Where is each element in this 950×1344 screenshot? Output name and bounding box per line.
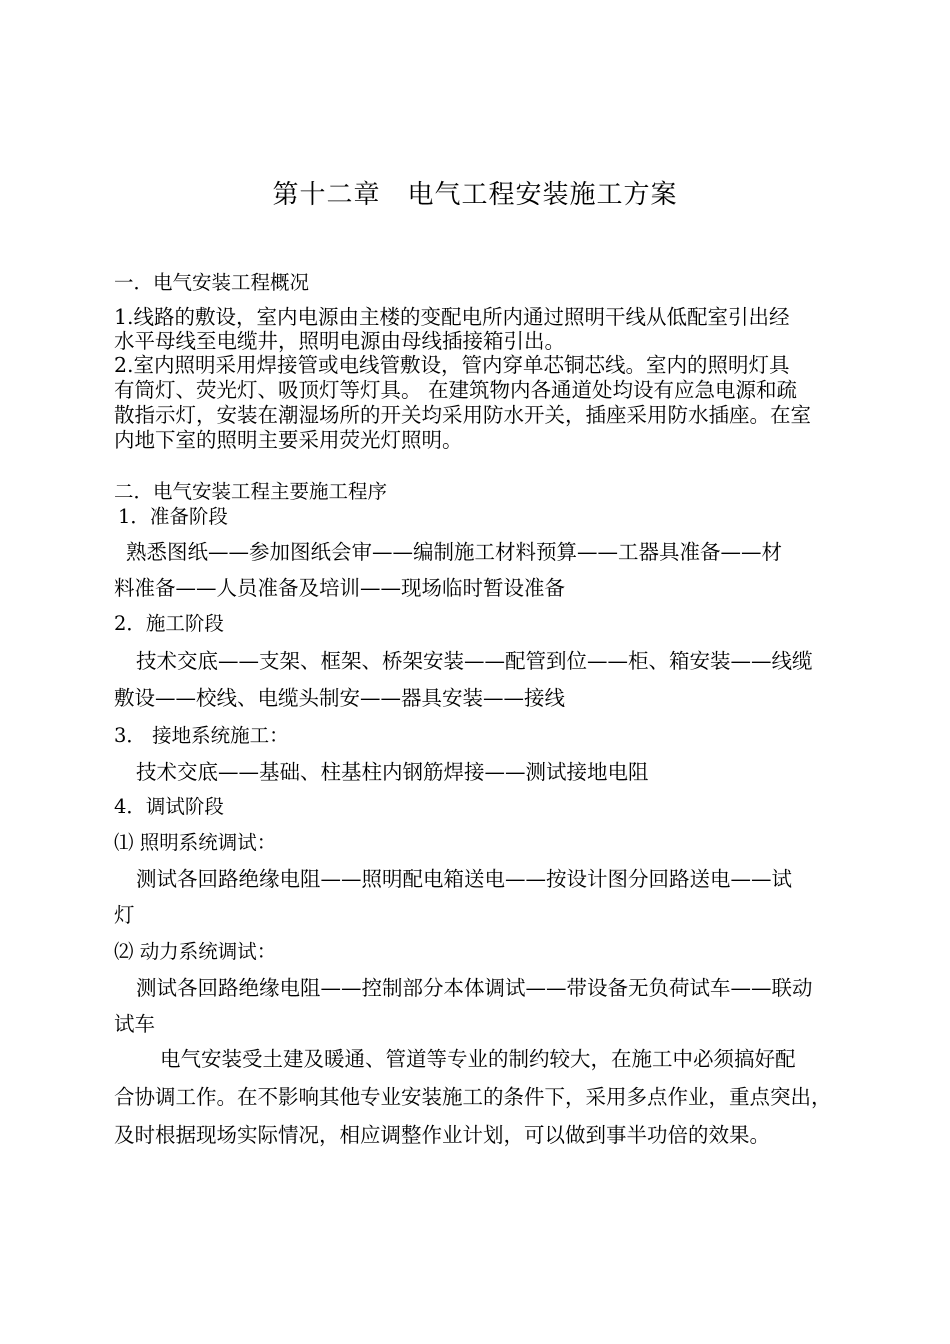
paragraph-line: 测试各回路绝缘电阻——照明配电箱送电——按设计图分回路送电——试 xyxy=(136,867,792,891)
section-heading: 一．电气安装工程概况 xyxy=(114,271,310,294)
paragraph-line: 及时根据现场实际情况，相应调整作业计划，可以做到事半功倍的效果。 xyxy=(114,1123,770,1147)
sub-heading: ⑵ 动力系统调试： xyxy=(114,940,277,963)
stage-heading: 1．准备阶段 xyxy=(118,505,228,528)
paragraph-line: 有筒灯、荧光灯、吸顶灯等灯具。 在建筑物内各通道处均设有应急电源和疏 xyxy=(114,378,798,402)
paragraph-line: 敷设——校线、电缆头制安——器具安装——接线 xyxy=(114,686,565,710)
stage-heading: 4．调试阶段 xyxy=(114,795,224,818)
paragraph-line: 水平母线至电缆井，照明电源由母线插接箱引出。 xyxy=(114,329,565,353)
paragraph-line: 散指示灯，安装在潮湿场所的开关均采用防水开关，插座采用防水插座。在室 xyxy=(114,403,811,427)
paragraph-line: 技术交底——支架、框架、桥架安装——配管到位——柜、箱安装——线缆 xyxy=(136,649,813,673)
paragraph-line: 电气安装受土建及暖通、管道等专业的制约较大，在施工中必须搞好配 xyxy=(160,1047,796,1071)
paragraph-line: 合协调工作。在不影响其他专业安装施工的条件下，采用多点作业，重点突出， xyxy=(114,1085,832,1109)
paragraph-line: 1.线路的敷设，室内电源由主楼的变配电所内通过照明干线从低配室引出经 xyxy=(114,305,790,329)
paragraph-line: 灯 xyxy=(114,903,135,927)
paragraph-line: 料准备——人员准备及培训——现场临时暂设准备 xyxy=(114,576,565,600)
paragraph-line: 2.室内照明采用焊接管或电线管敷设，管内穿单芯铜芯线。室内的照明灯具 xyxy=(114,353,790,377)
paragraph-line: 技术交底——基础、柱基柱内钢筋焊接——测试接地电阻 xyxy=(136,760,649,784)
section-heading: 二．电气安装工程主要施工程序 xyxy=(114,480,388,503)
paragraph-line: 试车 xyxy=(114,1012,155,1036)
page-title: 第十二章 电气工程安装施工方案 xyxy=(272,180,678,210)
paragraph-line: 内地下室的照明主要采用荧光灯照明。 xyxy=(114,428,463,452)
paragraph-line: 熟悉图纸——参加图纸会审——编制施工材料预算——工器具准备——材 xyxy=(126,540,782,564)
stage-heading: 3． 接地系统施工： xyxy=(114,724,289,747)
sub-heading: ⑴ 照明系统调试： xyxy=(114,831,277,854)
paragraph-line: 测试各回路绝缘电阻——控制部分本体调试——带设备无负荷试车——联动 xyxy=(136,976,813,1000)
stage-heading: 2．施工阶段 xyxy=(114,612,224,635)
